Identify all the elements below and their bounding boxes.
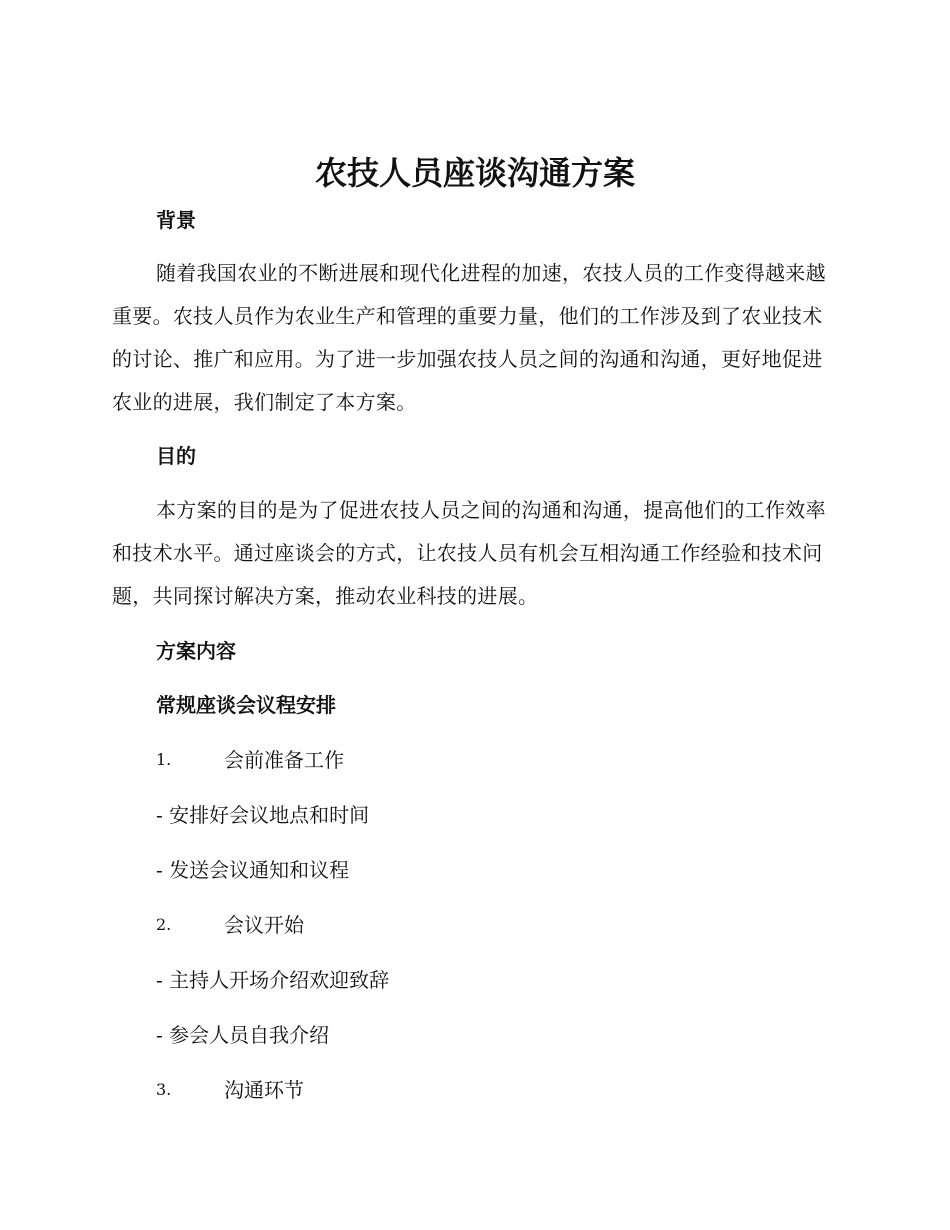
list-subitem: - 主持人开场介绍欢迎致辞 — [156, 968, 390, 992]
list-subitem: - 安排好会议地点和时间 — [156, 803, 370, 827]
section-heading-purpose: 目的 — [156, 444, 196, 468]
list-item-number: 3. — [156, 1080, 172, 1099]
section-subheading-agenda: 常规座谈会议程安排 — [156, 693, 336, 717]
list-item-number: 1. — [156, 750, 172, 769]
list-item-number: 2. — [156, 915, 172, 934]
list-subitem: - 参会人员自我介绍 — [156, 1023, 330, 1047]
list-item-label: 会议开始 — [224, 913, 304, 937]
list-item-label: 会前准备工作 — [224, 748, 344, 772]
section-heading-content: 方案内容 — [156, 639, 236, 663]
background-paragraph: 随着我国农业的不断进展和现代化进程的加速，农技人员的工作变得越来越重要。农技人员作为农业生产和管理的重要力量，他们的工作涉及到了农业技术的讨论、推广和应用。为了进一步加强农技人员之间的沟通和沟通，更好地促进农业的进展，我们制定了本方案。 — [112, 261, 826, 414]
page-title: 农技人员座谈沟通方案 — [314, 154, 635, 192]
list-subitem: - 发送会议通知和议程 — [156, 858, 350, 882]
purpose-paragraph: 本方案的目的是为了促进农技人员之间的沟通和沟通，提高他们的工作效率和技术水平。通过座谈会的方式，让农技人员有机会互相沟通工作经验和技术问题，共同探讨解决方案，推动农业科技的进展。 — [112, 498, 826, 608]
section-heading-background: 背景 — [156, 208, 196, 232]
list-item-label: 沟通环节 — [224, 1078, 304, 1102]
